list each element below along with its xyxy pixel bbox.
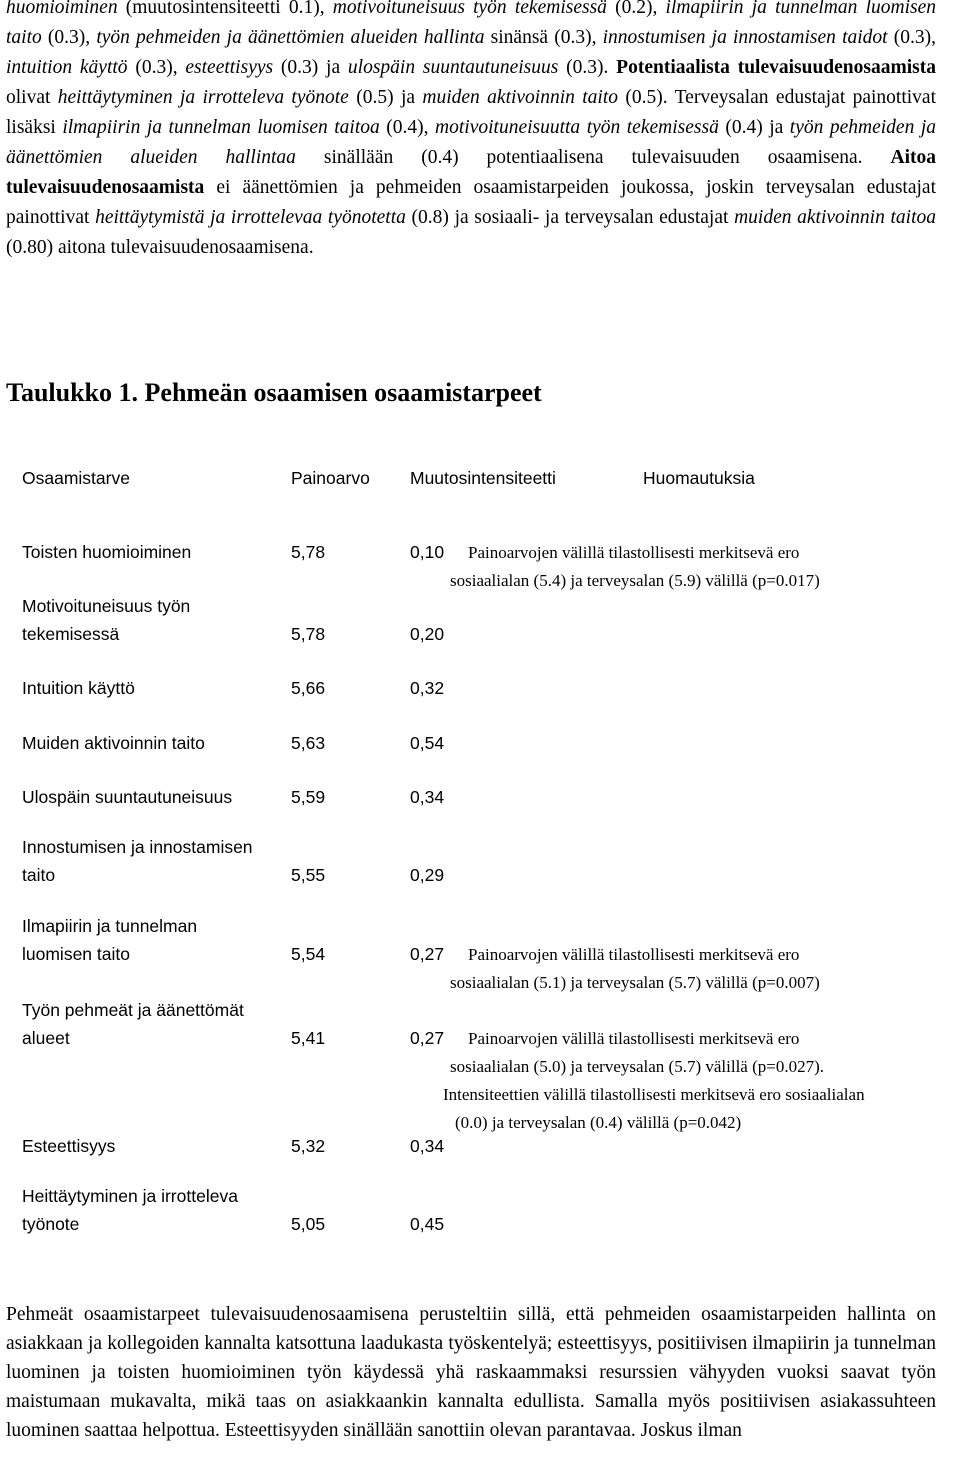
intro-text-segment: heittäytyminen ja irrotteleva työnote — [57, 87, 349, 108]
row-weight: 5,66 — [291, 678, 326, 698]
table-caption: Taulukko 1. Pehmeän osaamisen osaamistarpeet — [6, 378, 542, 407]
intro-text-segment: huomioiminen — [6, 0, 118, 18]
row-skill-name: Työn pehmeät ja äänettömät — [22, 1000, 244, 1020]
intro-text-segment: ilmapiirin ja tunnelman luomisen taitoa — [62, 117, 380, 138]
row-note: (0.0) ja terveysalan (0.4) välillä (p=0.042) — [455, 1113, 742, 1132]
row-note: Painoarvojen välillä tilastollisesti merkitsevä ero — [468, 945, 800, 964]
intro-text-segment: ei äänettömien ja pehmeiden osaamistarpeiden joukossa, joskin terveysalan edustajat painottivat — [6, 177, 936, 228]
intro-text-segment: (0.2), — [606, 0, 666, 18]
row-intensity: 0,45 — [410, 1214, 445, 1234]
row-note: Painoarvojen välillä tilastollisesti merkitsevä ero — [468, 1029, 800, 1048]
intro-text-segment: esteettisyys — [185, 57, 274, 78]
row-skill-name: alueet — [22, 1028, 70, 1048]
row-weight: 5,41 — [291, 1028, 326, 1048]
row-note: Painoarvojen välillä tilastollisesti merkitsevä ero — [468, 543, 800, 562]
row-note: sosiaalialan (5.0) ja terveysalan (5.7) välillä (p=0.027). — [450, 1057, 825, 1076]
row-weight: 5,78 — [291, 542, 326, 562]
row-skill-name: Ulospäin suuntautuneisuus — [22, 787, 233, 807]
row-weight: 5,54 — [291, 944, 326, 964]
intro-text-segment: olivat — [6, 87, 58, 108]
intro-text-segment: (0.3), — [41, 27, 97, 48]
row-weight: 5,05 — [291, 1214, 326, 1234]
row-skill-name: Esteettisyys — [22, 1136, 116, 1156]
row-intensity: 0,27 — [410, 1028, 445, 1048]
intro-text-segment: (0.3). — [558, 57, 617, 78]
row-intensity: 0,20 — [410, 624, 445, 644]
row-weight: 5,78 — [291, 624, 326, 644]
row-skill-name: Toisten huomioiminen — [22, 542, 192, 562]
row-skill-name: Ilmapiirin ja tunnelman — [22, 916, 198, 936]
intro-text-segment: (0.80) aitona tulevaisuudenosaamisena. — [6, 237, 314, 258]
intro-text-segment: sinänsä (0.3), — [484, 27, 603, 48]
row-skill-name: Innostumisen ja innostamisen — [22, 837, 253, 857]
intro-text-segment: työn pehmeiden ja äänettömien alueiden hallinta — [96, 27, 485, 48]
row-note: Intensiteettien välillä tilastollisesti merkitsevä ero sosiaalialan — [443, 1085, 865, 1104]
outro-paragraph: Pehmeät osaamistarpeet tulevaisuudenosaamisena perusteltiin sillä, että pehmeiden osaamistarpeiden hallinta on asiakkaan ja kollegoiden kannalta katsottuna laadukasta työskentelyä; esteettisyys, positiivisen ilmapiirin ja tunnelman luominen ja toisten huomioiminen työn käydessä yhä raskaammaksi resurssien vähyyden vuoksi saavat työn maistumaan mukavalta, mikä taas on asiakkaankin kannalta edullista. Samalla myös positiivisen asiakassuhteen luominen saattaa helpottua. Esteettisyyden sinällään sanottiin olevan parantavaa. Joskus ilman — [6, 1304, 936, 1441]
row-weight: 5,59 — [291, 787, 326, 807]
intro-text-segment: (0.5). Terveysalan edustajat painottivat lisäksi — [6, 87, 936, 138]
intro-text-segment: (0.3), — [887, 27, 936, 48]
row-skill-name: luomisen taito — [22, 944, 130, 964]
row-intensity: 0,34 — [410, 1136, 445, 1156]
intro-text-segment: muiden aktivoinnin taito — [422, 87, 619, 108]
intro-text-segment: motivoituneisuutta työn tekemisessä — [435, 117, 719, 138]
row-skill-name: Intuition käyttö — [22, 678, 135, 698]
intro-text-segment: (0.4), — [379, 117, 436, 138]
intro-text-segment: työn pehmeiden ja äänettömien alueiden hallintaa — [6, 117, 936, 168]
row-skill-name: Motivoituneisuus työn — [22, 596, 191, 616]
row-skill-name: työnote — [22, 1214, 80, 1234]
row-note: sosiaalialan (5.1) ja terveysalan (5.7) välillä (p=0.007) — [450, 973, 820, 992]
row-weight: 5,55 — [291, 865, 326, 885]
row-intensity: 0,34 — [410, 787, 445, 807]
column-header-weight: Painoarvo — [291, 468, 370, 488]
intro-text-segment: (muutosintensiteetti 0.1), — [117, 0, 333, 18]
row-skill-name: Heittäytyminen ja irrotteleva — [22, 1186, 238, 1206]
intro-text-segment: heittäytymistä ja irrottelevaa työnotetta — [95, 207, 406, 228]
row-intensity: 0,27 — [410, 944, 445, 964]
column-header-skill: Osaamistarve — [22, 468, 130, 488]
intro-text-segment: muiden aktivoinnin taitoa — [734, 207, 937, 228]
row-weight: 5,32 — [291, 1136, 326, 1156]
row-intensity: 0,10 — [410, 542, 445, 562]
intro-text-segment: intuition käyttö — [6, 57, 128, 78]
intro-text-segment: Aitoa tulevaisuudenosaamista — [6, 147, 937, 198]
intro-text-segment: (0.3), — [127, 57, 186, 78]
intro-text-segment: ulospäin suuntautuneisuus — [347, 57, 559, 78]
intro-text-segment: innostumisen ja innostamisen taidot — [602, 27, 888, 48]
row-skill-name: Muiden aktivoinnin taito — [22, 733, 205, 753]
intro-text-segment: Potentiaalista tulevaisuudenosaamista — [616, 57, 936, 78]
row-skill-name: tekemisessä — [22, 624, 120, 644]
row-intensity: 0,54 — [410, 733, 445, 753]
row-skill-name: taito — [22, 865, 56, 885]
intro-text-segment: motivoituneisuus työn tekemisessä — [332, 0, 607, 18]
intro-text-segment: (0.3) ja — [273, 57, 348, 78]
column-header-notes: Huomautuksia — [643, 468, 755, 488]
intro-text-segment: (0.5) ja — [348, 87, 423, 108]
intro-text-segment: (0.4) ja — [718, 117, 790, 138]
column-header-intensity: Muutosintensiteetti — [410, 468, 556, 488]
row-weight: 5,63 — [291, 733, 326, 753]
intro-text-segment: (0.8) ja sosiaali- ja terveysalan edustajat — [405, 207, 735, 228]
row-intensity: 0,29 — [410, 865, 445, 885]
row-intensity: 0,32 — [410, 678, 445, 698]
intro-text-segment: ilmapiirin ja tunnelman luomisen taito — [6, 0, 936, 48]
row-note: sosiaalialan (5.4) ja terveysalan (5.9) välillä (p=0.017) — [450, 571, 820, 590]
intro-text-segment: sinällään (0.4) potentiaalisena tulevaisuuden osaamisena. — [295, 147, 891, 168]
